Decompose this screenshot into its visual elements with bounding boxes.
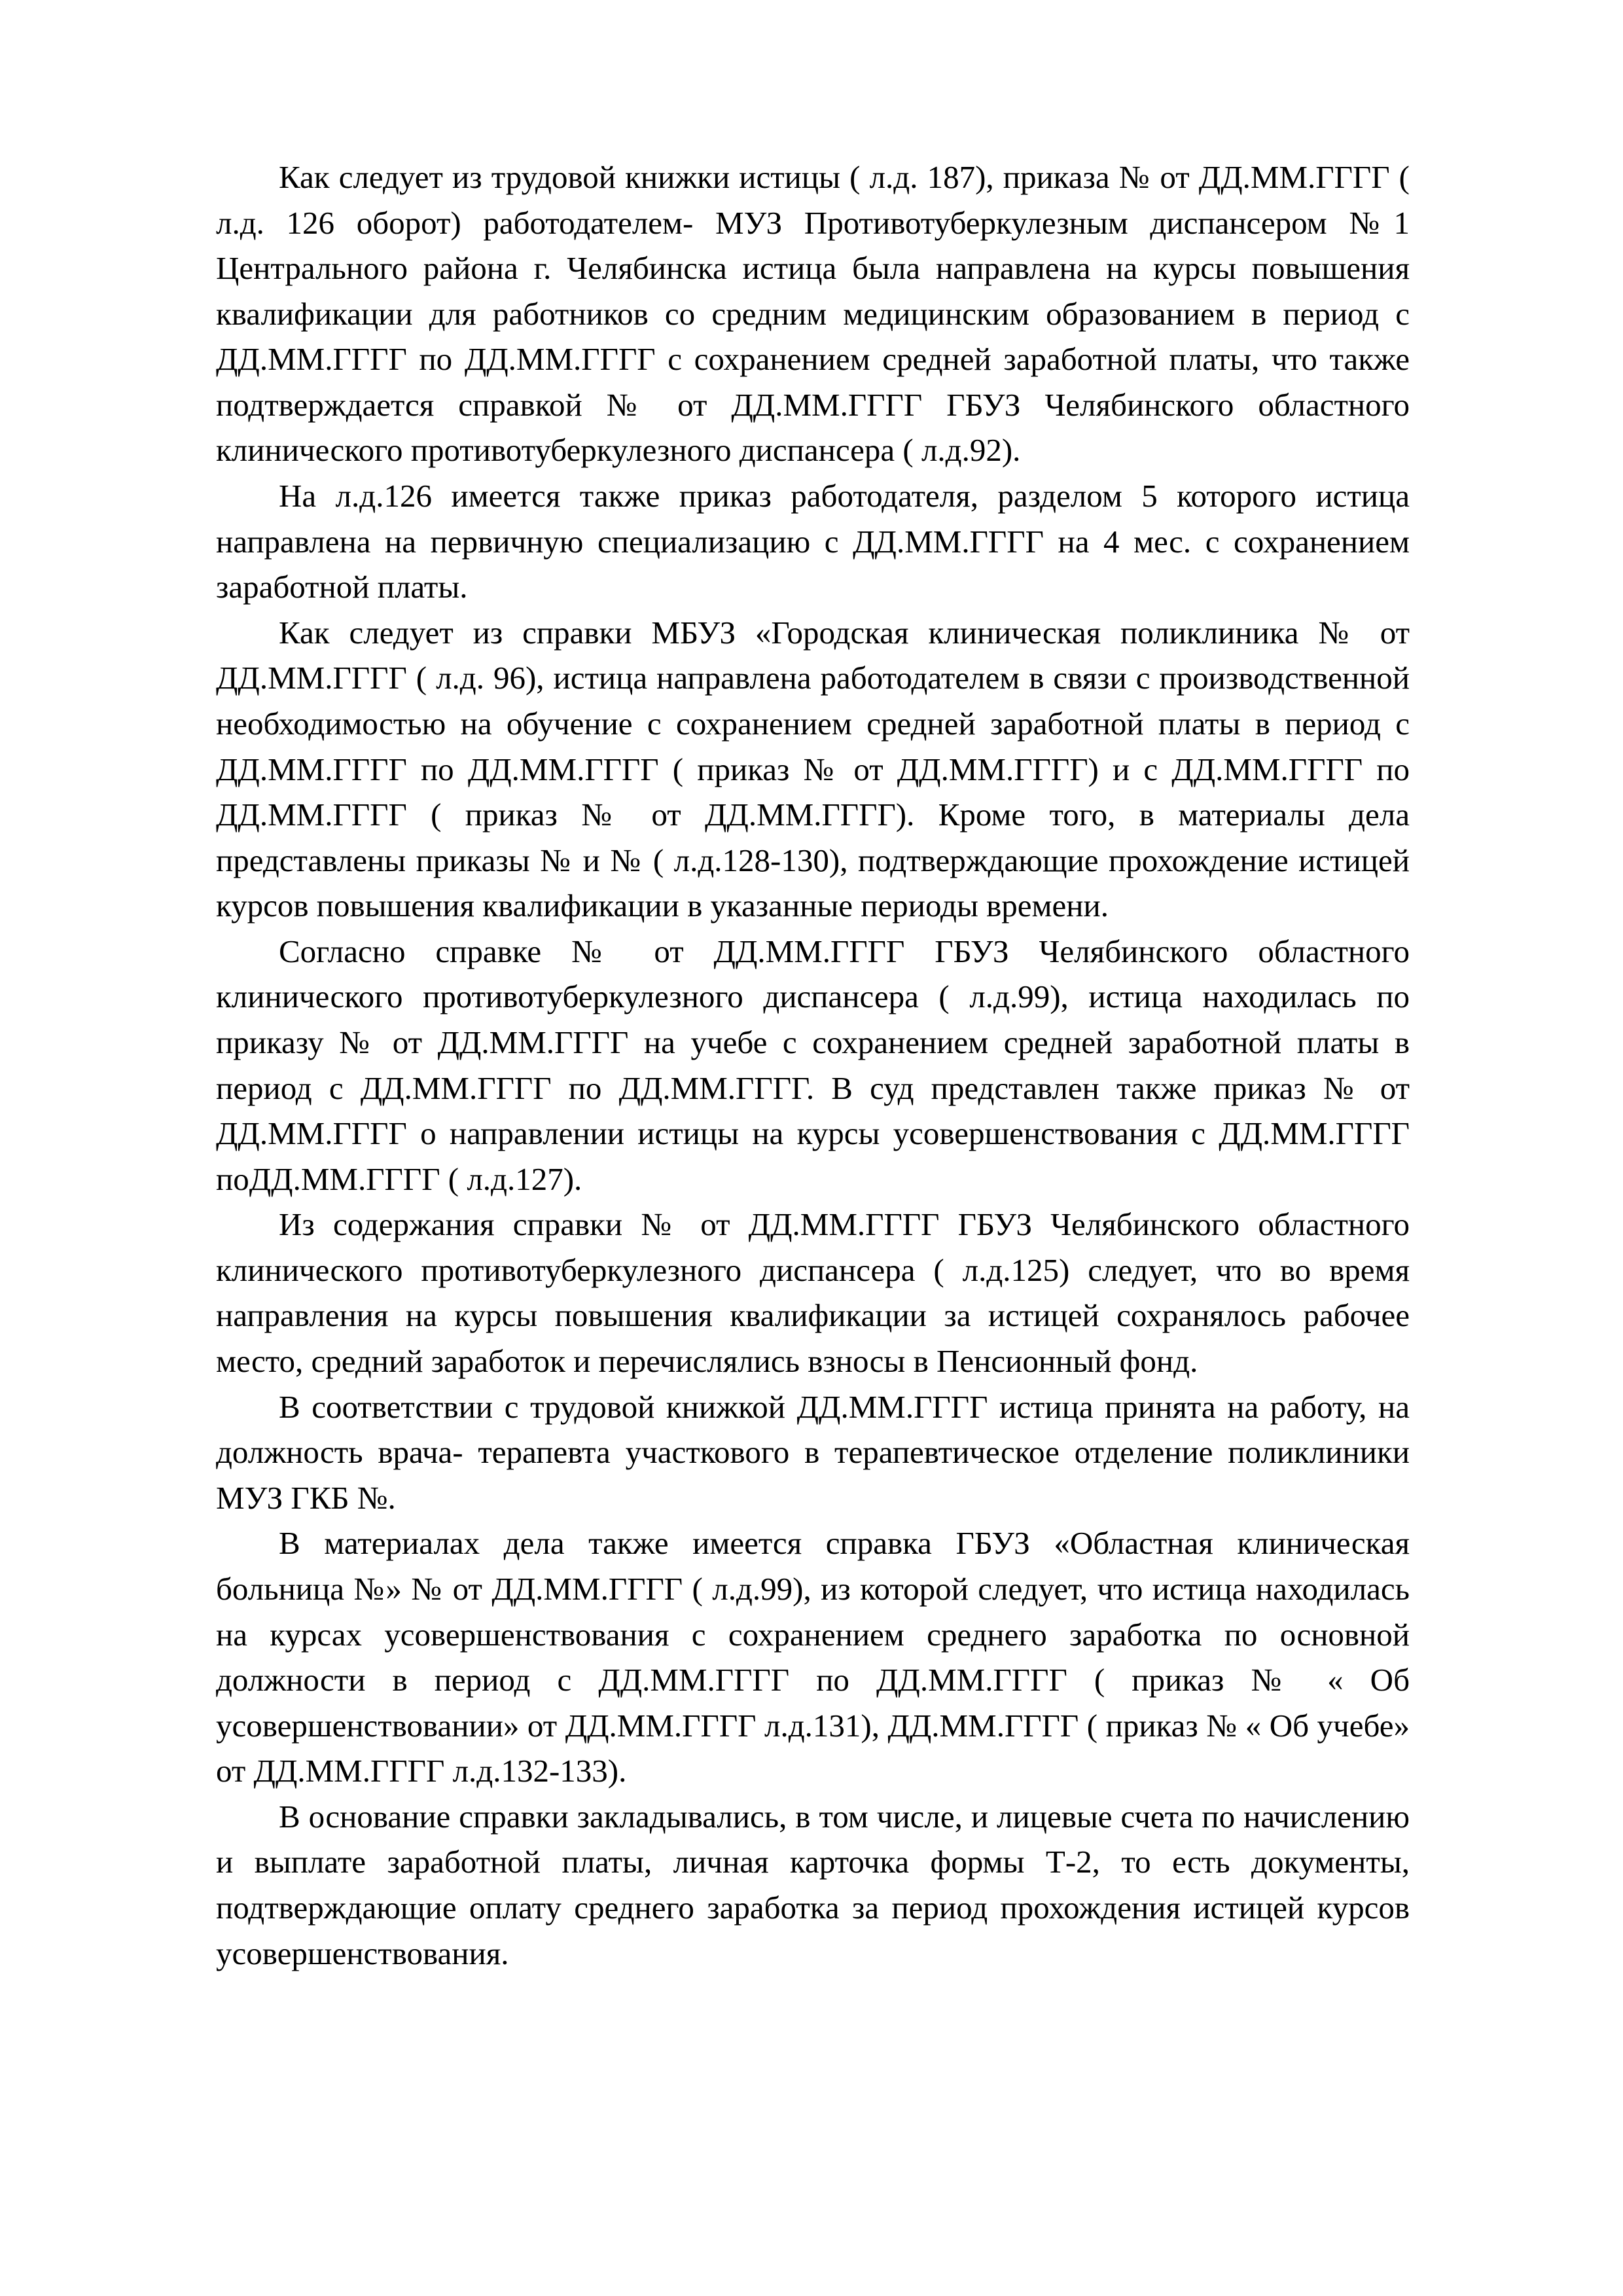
paragraph: В материалах дела также имеется справка ГБУЗ «Областная клиническая больница №» № от ДД.ММ.ГГГГ ( л.д.99), из которой следует, что истица находилась на курсах усовершенствования с сохранением среднего заработка по основной должности в период с ДД.ММ.ГГГГ по ДД.ММ.ГГГГ ( приказ № « Об усовершенствовании» от ДД.ММ.ГГГГ л.д.131), ДД.ММ.ГГГГ ( приказ № « Об учебе» от ДД.ММ.ГГГГ л.д.132-133). <box>216 1525 1410 1789</box>
paragraph: Согласно справке № от ДД.ММ.ГГГГ ГБУЗ Челябинского областного клинического противотуберкулезного диспансера ( л.д.99), истица находилась по приказу № от ДД.ММ.ГГГГ на учебе с сохранением средней заработной платы в период с ДД.ММ.ГГГГ по ДД.ММ.ГГГГ. В суд представлен также приказ № от ДД.ММ.ГГГГ о направлении истицы на курсы усовершенствования с ДД.ММ.ГГГГ поДД.ММ.ГГГГ ( л.д.127). <box>216 933 1410 1197</box>
paragraph: На л.д.126 имеется также приказ работодателя, разделом 5 которого истица направлена на первичную специализацию с ДД.ММ.ГГГГ на 4 мес. с сохранением заработной платы. <box>216 478 1410 605</box>
paragraph: Как следует из справки МБУЗ «Городская клиническая поликлиника № от ДД.ММ.ГГГГ ( л.д. 96), истица направлена работодателем в связи с производственной необходимостью на обучение с сохранением средней заработной платы в период с ДД.ММ.ГГГГ по ДД.ММ.ГГГГ ( приказ № от ДД.ММ.ГГГГ) и с ДД.ММ.ГГГГ по ДД.ММ.ГГГГ ( приказ № от ДД.ММ.ГГГГ). Кроме того, в материалы дела представлены приказы № и № ( л.д.128-130), подтверждающие прохождение истицей курсов повышения квалификации в указанные периоды времени. <box>216 614 1410 924</box>
document-body <box>216 154 1410 1976</box>
paragraph: В основание справки закладывались, в том числе, и лицевые счета по начислению и выплате заработной платы, личная карточка формы Т-2, то есть документы, подтверждающие оплату среднего заработка за период прохождения истицей курсов усовершенствования. <box>216 1798 1410 1971</box>
paragraph: В соответствии с трудовой книжкой ДД.ММ.ГГГГ истица принята на работу, на должность врача- терапевта участкового в терапевтическое отделение поликлиники МУЗ ГКБ №. <box>216 1388 1410 1516</box>
paragraph: Как следует из трудовой книжки истицы ( л.д. 187), приказа № от ДД.ММ.ГГГГ ( л.д. 126 оборот) работодателем- МУЗ Противотуберкулезным диспансером №1 Центрального района г. Челябинска истица была направлена на курсы повышения квалификации для работников со средним медицинским образованием в период с ДД.ММ.ГГГГ по ДД.ММ.ГГГГ с сохранением средней заработной платы, что также подтверждается справкой № от ДД.ММ.ГГГГ ГБУЗ Челябинского областного клинического противотуберкулезного диспансера ( л.д.92). <box>216 159 1410 469</box>
paragraph: Из содержания справки № от ДД.ММ.ГГГГ ГБУЗ Челябинского областного клинического противотуберкулезного диспансера ( л.д.125) следует, что во время направления на курсы повышения квалификации за истицей сохранялось рабочее место, средний заработок и перечислялись взносы в Пенсионный фонд. <box>216 1206 1410 1380</box>
